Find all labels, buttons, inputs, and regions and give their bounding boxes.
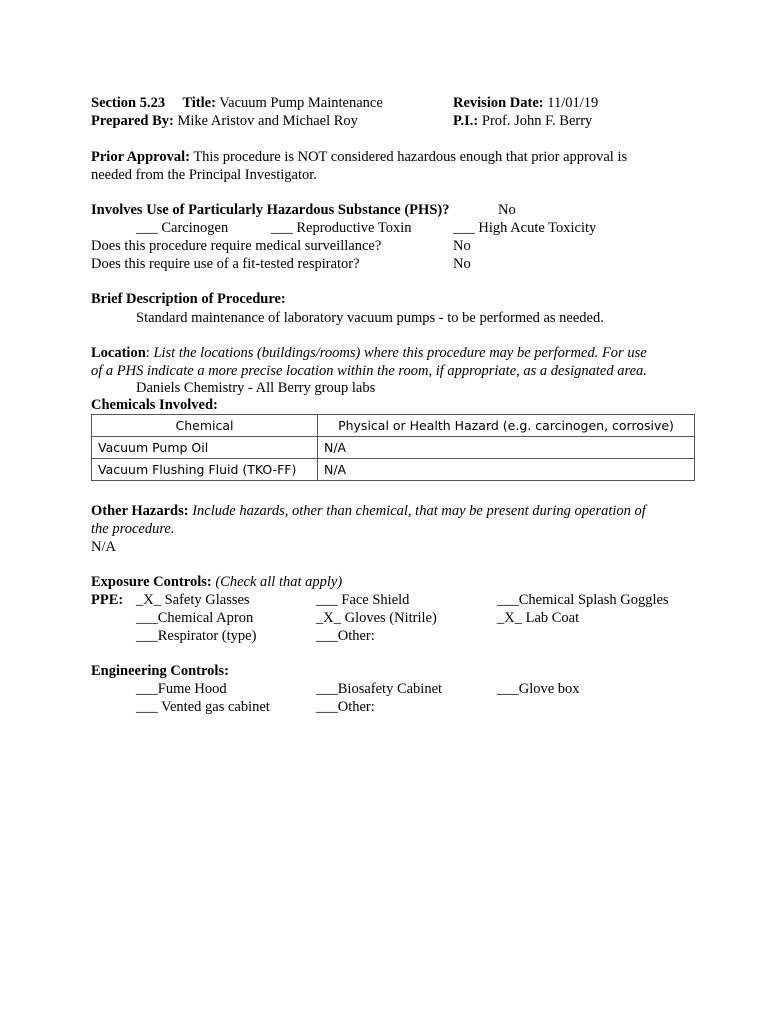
- title-label: Title:: [182, 95, 216, 111]
- chemicals-label: Chemicals Involved:: [91, 397, 218, 413]
- eng-biosafety-cabinet: ___Biosafety Cabinet: [316, 681, 443, 697]
- pi-label: P.I.:: [453, 113, 479, 129]
- table-cell-chemical: Vacuum Pump Oil: [92, 437, 318, 459]
- location-label: Location: [91, 345, 146, 361]
- pi-line: [453, 112, 592, 130]
- phs-answer: No: [498, 202, 516, 218]
- prior-approval-line1: [91, 148, 627, 166]
- ppe-safety-glasses: _X_ Safety Glasses: [136, 592, 250, 608]
- table-row: [92, 437, 695, 459]
- title-value: Vacuum Pump Maintenance: [219, 95, 383, 111]
- other-hazards-line1: [91, 502, 646, 520]
- description-text: Standard maintenance of laboratory vacuum pumps - to be performed as needed.: [136, 310, 604, 326]
- ppe-lab-coat: _X_ Lab Coat: [497, 610, 580, 626]
- surveillance-question: Does this procedure require medical surveillance?: [91, 238, 382, 254]
- revision-date-line: [453, 94, 598, 112]
- section-title-line: [91, 94, 383, 112]
- table-cell-chemical: Vacuum Flushing Fluid (TKO-FF): [92, 459, 318, 481]
- eng-fume-hood: ___Fume Hood: [136, 681, 227, 697]
- ppe-respirator: ___Respirator (type): [136, 628, 257, 644]
- table-header-row: [92, 415, 695, 437]
- engineering-label: Engineering Controls:: [91, 663, 229, 679]
- reproductive-toxin-checkbox: ___ Reproductive Toxin: [271, 220, 412, 236]
- location-value: Daniels Chemistry - All Berry group labs: [136, 380, 376, 396]
- other-hazards-value: N/A: [91, 539, 116, 555]
- ppe-other: ___Other:: [316, 628, 375, 644]
- table-row: [92, 459, 695, 481]
- prior-approval-text1: This procedure is NOT considered hazardous enough that prior approval is: [193, 149, 628, 165]
- respirator-question: Does this require use of a fit-tested respirator?: [91, 256, 360, 272]
- table-cell-hazard: N/A: [318, 459, 695, 481]
- carcinogen-checkbox: ___ Carcinogen: [136, 220, 229, 236]
- prepared-by-line: [91, 112, 358, 130]
- description-label: Brief Description of Procedure:: [91, 291, 286, 307]
- ppe-gloves: _X_ Gloves (Nitrile): [316, 610, 437, 626]
- eng-glove-box: ___Glove box: [497, 681, 580, 697]
- prepared-value: Mike Aristov and Michael Roy: [177, 113, 358, 129]
- exposure-instructions: (Check all that apply): [211, 574, 343, 590]
- location-instructions1: List the locations (buildings/rooms) where this procedure may be performed. For use: [149, 345, 647, 361]
- prior-approval-label: Prior Approval:: [91, 149, 190, 165]
- respirator-answer: No: [453, 256, 471, 272]
- pi-value: Prof. John F. Berry: [481, 113, 593, 129]
- acute-toxicity-checkbox: ___ High Acute Toxicity: [453, 220, 597, 236]
- revision-value: 11/01/19: [547, 95, 599, 111]
- location-colon: :: [145, 345, 150, 361]
- section-number: Section 5.23: [91, 95, 166, 111]
- chemicals-table: [91, 414, 695, 481]
- other-hazards-instructions2: the procedure.: [91, 521, 175, 537]
- table-header-hazard: Physical or Health Hazard (e.g. carcinogen, corrosive): [318, 415, 695, 437]
- ppe-label: PPE:: [91, 592, 124, 608]
- other-hazards-label: Other Hazards:: [91, 503, 189, 519]
- ppe-chemical-apron: ___Chemical Apron: [136, 610, 254, 626]
- prior-approval-text2: needed from the Principal Investigator.: [91, 167, 317, 183]
- table-cell-hazard: N/A: [318, 437, 695, 459]
- eng-other: ___Other:: [316, 699, 375, 715]
- location-line1: [91, 344, 647, 362]
- ppe-face-shield: ___ Face Shield: [316, 592, 410, 608]
- eng-vented-gas-cabinet: ___ Vented gas cabinet: [136, 699, 270, 715]
- exposure-label: Exposure Controls:: [91, 574, 212, 590]
- revision-label: Revision Date:: [453, 95, 544, 111]
- location-instructions2: of a PHS indicate a more precise location within the room, if appropriate, as a designated area.: [91, 363, 647, 379]
- phs-question: Involves Use of Particularly Hazardous Substance (PHS)?: [91, 202, 450, 218]
- exposure-controls-line: [91, 573, 342, 591]
- other-hazards-instructions1: Include hazards, other than chemical, that may be present during operation of: [188, 503, 646, 519]
- ppe-splash-goggles: ___Chemical Splash Goggles: [497, 592, 669, 608]
- prepared-label: Prepared By:: [91, 113, 174, 129]
- table-header-chemical: Chemical: [92, 415, 318, 437]
- surveillance-answer: No: [453, 238, 471, 254]
